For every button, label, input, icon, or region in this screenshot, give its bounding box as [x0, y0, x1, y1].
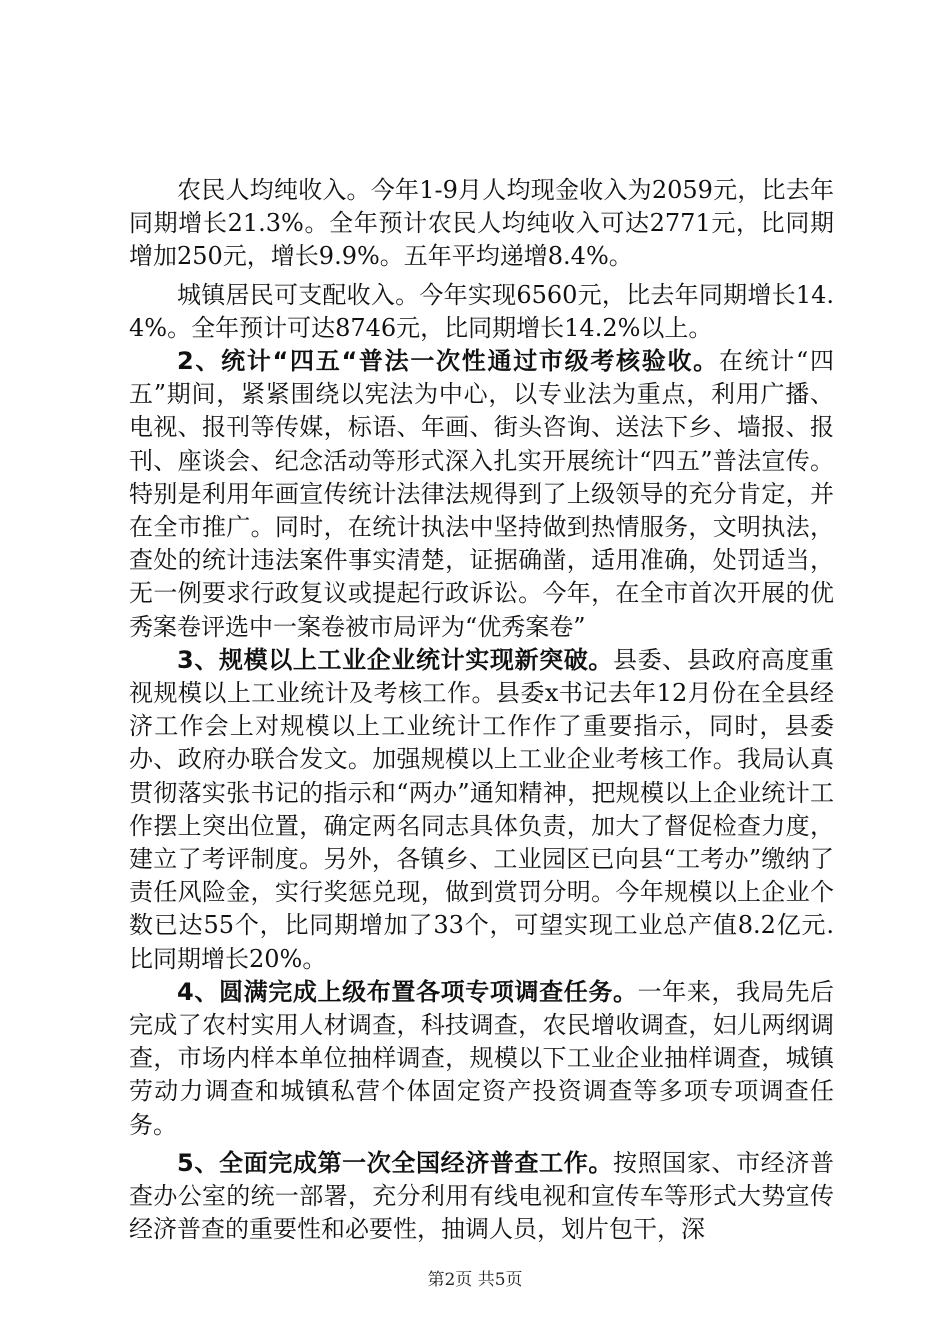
paragraph-rural-income: [129, 174, 834, 274]
paragraph-heading: 5、全面完成第一次全国经济普查工作。: [177, 1148, 613, 1177]
document-page: [129, 174, 834, 1247]
paragraph-body: 在统计“四五”期间，紧紧围绕以宪法为中心，以专业法为重点，利用广播、电视、报刊等传媒，标语、年画、街头咨询、送法下乡、墙报、报刊、座谈会、纪念活动等形式深入扎实开展统计“四五”普法宣传。特别是利用年画宣传统计法律法规得到了上级领导的充分肯定，并在全市推广。同时，在统计执法中坚持做到热情服务，文明执法，查处的统计违法案件事实清楚，证据确凿，适用准确，处罚适当，无一例要求行政复议或提起行政诉讼。今年，在全市首次开展的优秀案卷评选中一案卷被市局评为“优秀案卷”: [129, 347, 834, 641]
paragraph-industrial-statistics: [129, 644, 834, 976]
paragraph-heading: 4、圆满完成上级布置各项专项调查任务。: [177, 977, 638, 1006]
paragraph-heading: 2、统计“四五“普法一次性通过市级考核验收。: [177, 347, 719, 376]
paragraph-special-surveys: [129, 976, 834, 1142]
paragraph-body: 按照国家、市经济普查办公室的统一部署，充分利用有线电视和宣传车等形式大势宣传经济普查的重要性和必要性，抽调人员，划片包干，深: [129, 1148, 834, 1244]
paragraph-economic-census: [129, 1147, 834, 1247]
page-number-footer: 第2页 共5页: [427, 1270, 523, 1290]
paragraph-heading: 3、规模以上工业企业统计实现新突破。: [177, 645, 613, 674]
paragraph-body: 城镇居民可支配收入。今年实现6560元，比去年同期增长14.4%。全年预计可达8746元，比同期增长14.2%以上。: [129, 280, 834, 342]
paragraph-body: 县委、县政府高度重视规模以上工业统计及考核工作。县委x书记去年12月份在全县经济工作会上对规模以上工业统计工作作了重要指示，同时，县委办、政府办联合发文。加强规模以上工业企业考核工作。我局认真贯彻落实张书记的指示和“两办”通知精神，把规模以上企业统计工作摆上突出位置，确定两名同志具体负责，加大了督促检查力度，建立了考评制度。另外，各镇乡、工业园区已向县“工考办”缴纳了责任风险金，实行奖惩兑现，做到赏罚分明。今年规模以上企业个数已达55个，比同期增加了33个，可望实现工业总产值8.2亿元.比同期增长20%。: [129, 645, 834, 973]
paragraph-urban-income: [129, 279, 834, 345]
paragraph-body: 一年来，我局先后完成了农村实用人材调查，科技调查，农民增收调查，妇儿两纲调查，市场内样本单位抽样调查，规模以下工业企业抽样调查，城镇劳动力调查和城镇私营个体固定资产投资调查等多项专项调查任务。: [129, 977, 834, 1139]
paragraph-legal-education: [129, 345, 834, 644]
paragraph-body: 农民人均纯收入。今年1-9月人均现金收入为2059元，比去年同期增长21.3%。全年预计农民人均纯收入可达2771元，比同期增加250元，增长9.9%。五年平均递增8.4%。: [129, 176, 834, 271]
